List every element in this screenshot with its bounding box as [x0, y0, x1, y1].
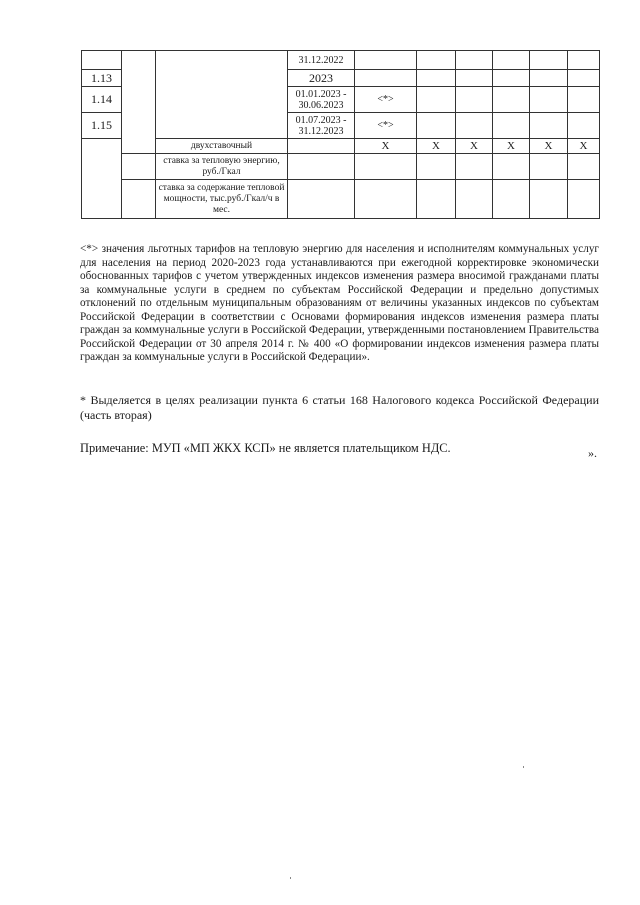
- table-cell: [568, 70, 600, 87]
- table-cell: [417, 70, 456, 87]
- table-row: [82, 139, 600, 154]
- heat-rate-label: ставка за тепловую энергию, руб./Гкал: [156, 154, 288, 180]
- x-mark: X: [355, 139, 417, 154]
- table-cell: [530, 87, 568, 113]
- table-row: [82, 51, 600, 70]
- table-cell: [355, 154, 417, 180]
- table-row: [82, 180, 600, 219]
- table-cell: [417, 51, 456, 70]
- row-number: 1.15: [82, 113, 122, 139]
- table-cell: [355, 70, 417, 87]
- table-cell: [493, 180, 530, 219]
- footnote-mark: <*>: [355, 87, 417, 113]
- table-cell: [568, 154, 600, 180]
- table-cell: [530, 180, 568, 219]
- x-mark: X: [456, 139, 493, 154]
- period-cell: 01.07.2023 - 31.12.2023: [288, 113, 355, 139]
- table-cell: [82, 139, 122, 219]
- table-cell: [288, 180, 355, 219]
- row-number: 1.14: [82, 87, 122, 113]
- table-cell: [530, 113, 568, 139]
- table-cell: [355, 180, 417, 219]
- table-cell: [417, 154, 456, 180]
- table-cell: [568, 113, 600, 139]
- table-cell: [456, 70, 493, 87]
- table-cell: [456, 154, 493, 180]
- table-cell: [530, 70, 568, 87]
- x-mark: X: [568, 139, 600, 154]
- table-cell: [417, 87, 456, 113]
- table-cell: [456, 51, 493, 70]
- vat-note: Примечание: МУП «МП ЖКХ КСП» не является плательщиком НДС.: [80, 441, 451, 456]
- table-row: [82, 154, 600, 180]
- x-mark: X: [493, 139, 530, 154]
- table-cell: [493, 87, 530, 113]
- table-cell: [568, 51, 600, 70]
- two-part-label: двухставочный: [156, 139, 288, 154]
- table-cell: [156, 51, 288, 139]
- period-cell: 01.01.2023 - 30.06.2023: [288, 87, 355, 113]
- tariff-table: [81, 50, 600, 219]
- capacity-rate-label: ставка за содержание тепловой мощности, тыс.руб./Гкал/ч в мес.: [156, 180, 288, 219]
- table-cell: [456, 180, 493, 219]
- row-number: 1.13: [82, 70, 122, 87]
- footnote-stars-text: <*> значения льготных тарифов на тепловую энергию для населения и исполнителям коммунальных услуг для населения на период 2020-2023 года устанавливаются при ежегодной корректировке экономически обоснованных тарифов с учетом утвержденных индексов изменения размера вносимой гражданами платы за коммунальные услуги в среднем по субъектам Российской Федерации и предельно допустимых отклонений по отдельным муниципальным образованиям от величины указанных индексов по субъектам Российской Федерации в соответствии с Основами формирования индексов изменения размера платы граждан за коммунальные услуги в Российской Федерации, утвержденными постановлением Правительства Российской Федерации от 30 апреля 2014 г. № 400 «О формировании индексов изменения размера платы граждан за коммунальные услуги в Российской Федерации».: [80, 243, 599, 364]
- table-cell: [122, 51, 156, 154]
- table-cell: [530, 51, 568, 70]
- x-mark: X: [417, 139, 456, 154]
- table-cell: [493, 70, 530, 87]
- scan-speck: [523, 766, 524, 768]
- scan-speck: [290, 877, 291, 879]
- closing-quote: ».: [588, 446, 597, 460]
- table-cell: [493, 154, 530, 180]
- period-cell: 31.12.2022: [288, 51, 355, 70]
- table-cell: [288, 139, 355, 154]
- table-cell: [122, 180, 156, 219]
- table-cell: [568, 180, 600, 219]
- table-cell: [288, 154, 355, 180]
- table-cell: [493, 113, 530, 139]
- table-cell: [568, 87, 600, 113]
- table-cell: [493, 51, 530, 70]
- table-cell: [530, 154, 568, 180]
- table-cell: [417, 180, 456, 219]
- table-cell: [122, 154, 156, 180]
- footnote-nds-text: * Выделяется в целях реализации пункта 6 статьи 168 Налогового кодекса Российской Федерации (часть вторая): [80, 393, 599, 422]
- x-mark: X: [530, 139, 568, 154]
- table-cell: [417, 113, 456, 139]
- period-cell: 2023: [288, 70, 355, 87]
- table-cell: [456, 87, 493, 113]
- footnote-mark: <*>: [355, 113, 417, 139]
- table-cell: [355, 51, 417, 70]
- table-cell: [456, 113, 493, 139]
- table-cell: [82, 51, 122, 70]
